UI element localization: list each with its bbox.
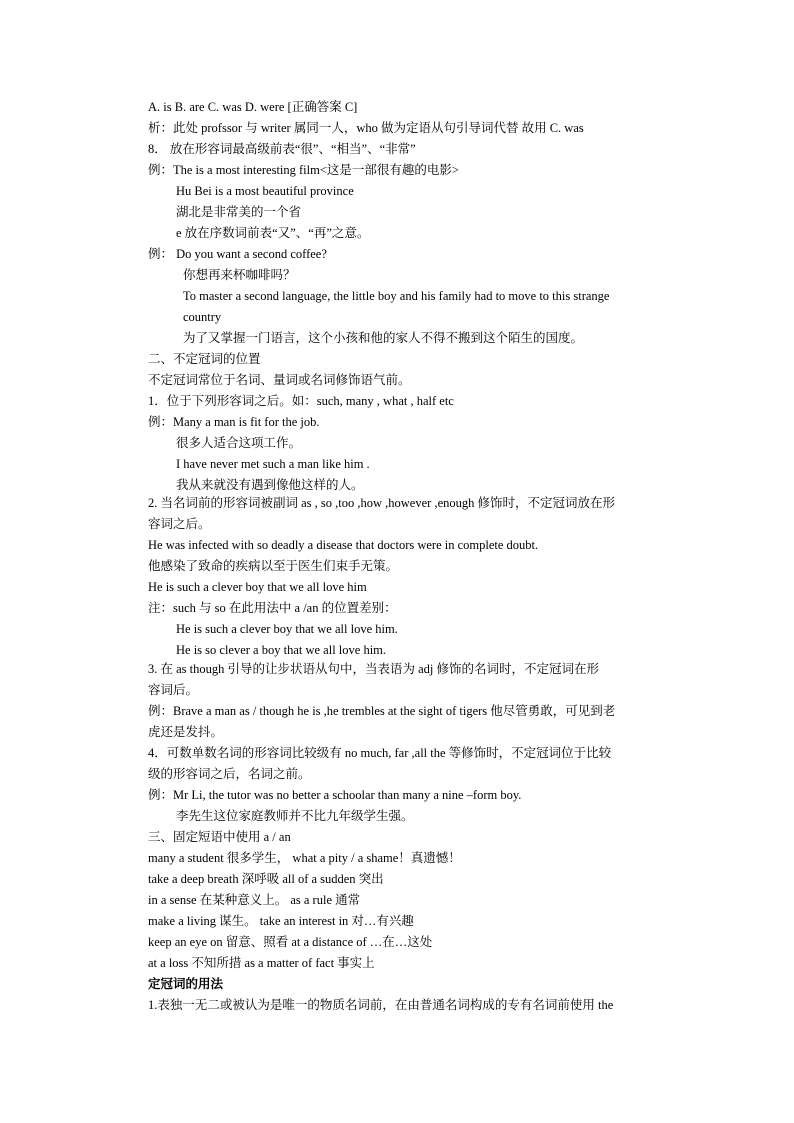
text-line: 三、固定短语中使用 a / an [148, 830, 291, 844]
text-line: I have never met such a man like him . [176, 457, 370, 471]
text-line: 析：此处 profssor 与 writer 属同一人，who 做为定语从句引导词代替 故用 C. was [148, 121, 584, 135]
text-line: 不定冠词常位于名词、量词或名词修饰语气前。 [148, 373, 411, 387]
text-line: He is so clever a boy that we all love him. [176, 643, 387, 657]
text-line: 例：Brave a man as / though he is ,he trembles at the sight of tigers 他尽管勇敢，可见到老 [148, 704, 616, 718]
text-line: many a student 很多学生， what a pity / a shame！真遗憾！ [148, 851, 461, 865]
text-line: 3. 在 as though 引导的让步状语从句中，当表语为 adj 修饰的名词时，不定冠词在形 [148, 662, 600, 676]
text-line: country [183, 310, 222, 324]
text-line: 8． 放在形容词最高级前表“很”、“相当”、“非常” [148, 142, 416, 156]
text-line: He was infected with so deadly a disease that doctors were in complete doubt. [148, 538, 539, 552]
text-line: keep an eye on 留意、照看 at a distance of …在…这处 [148, 935, 433, 949]
text-line: 虎还是发抖。 [148, 725, 224, 739]
text-line: e 放在序数词前表“又”、“再”之意。 [176, 226, 370, 240]
text-line: 注：such 与 so 在此用法中 a /an 的位置差别： [148, 601, 397, 615]
text-line: in a sense 在某种意义上。 as a rule 通常 [148, 893, 361, 907]
text-line: 我从来就没有遇到像他这样的人。 [176, 478, 364, 492]
text-line: 为了又掌握一门语言，这个小孩和他的家人不得不搬到这个陌生的国度。 [183, 331, 584, 345]
text-line: 二、不定冠词的位置 [148, 352, 261, 366]
text-line: He is such a clever boy that we all love him. [176, 622, 398, 636]
section-heading: 定冠词的用法 [148, 977, 224, 991]
text-line: at a loss 不知所措 as a matter of fact 事实上 [148, 956, 375, 970]
text-line: 2. 当名词前的形容词被副词 as , so ,too ,how ,however ,enough 修饰时，不定冠词放在形 [148, 496, 615, 510]
text-line: A. is B. are C. was D. were [正确答案 C] [148, 100, 358, 114]
text-line: 他感染了致命的疾病以至于医生们束手无策。 [148, 559, 399, 573]
text-line: 湖北是非常美的一个省 [176, 205, 302, 219]
text-line: 1．位于下列形容词之后。如：such, many , what , half etc [148, 394, 454, 408]
text-line: 级的形容词之后，名词之前。 [148, 767, 311, 781]
text-line: He is such a clever boy that we all love him [148, 580, 367, 594]
text-line: take a deep breath 深呼吸 all of a sudden 突出 [148, 872, 384, 886]
text-line: 容词之后。 [148, 517, 211, 531]
text-line: 1.表独一无二或被认为是唯一的物质名词前，在由普通名词构成的专有名词前使用 the [148, 998, 614, 1012]
text-line: 容词后。 [148, 683, 199, 697]
text-line: 例：Many a man is fit for the job. [148, 415, 320, 429]
text-line: 很多人适合这项工作。 [176, 436, 302, 450]
text-line: 例：Mr Li, the tutor was no better a schoolar than many a nine –form boy. [148, 788, 522, 802]
text-line: 例：The is a most interesting film<这是一部很有趣的电影> [148, 163, 459, 177]
text-line: make a living 谋生。 take an interest in 对…有兴趣 [148, 914, 414, 928]
text-line: To master a second language, the little boy and his family had to move to this strange [183, 289, 610, 303]
text-line: 例： Do you want a second coffee? [148, 247, 327, 261]
text-line: 4．可数单数名词的形容词比较级有 no much, far ,all the 等修饰时，不定冠词位于比较 [148, 746, 612, 760]
text-line: 李先生这位家庭教师并不比九年级学生强。 [176, 809, 414, 823]
text-line: 你想再来杯咖啡吗？ [183, 268, 296, 282]
text-line: Hu Bei is a most beautiful province [176, 184, 354, 198]
